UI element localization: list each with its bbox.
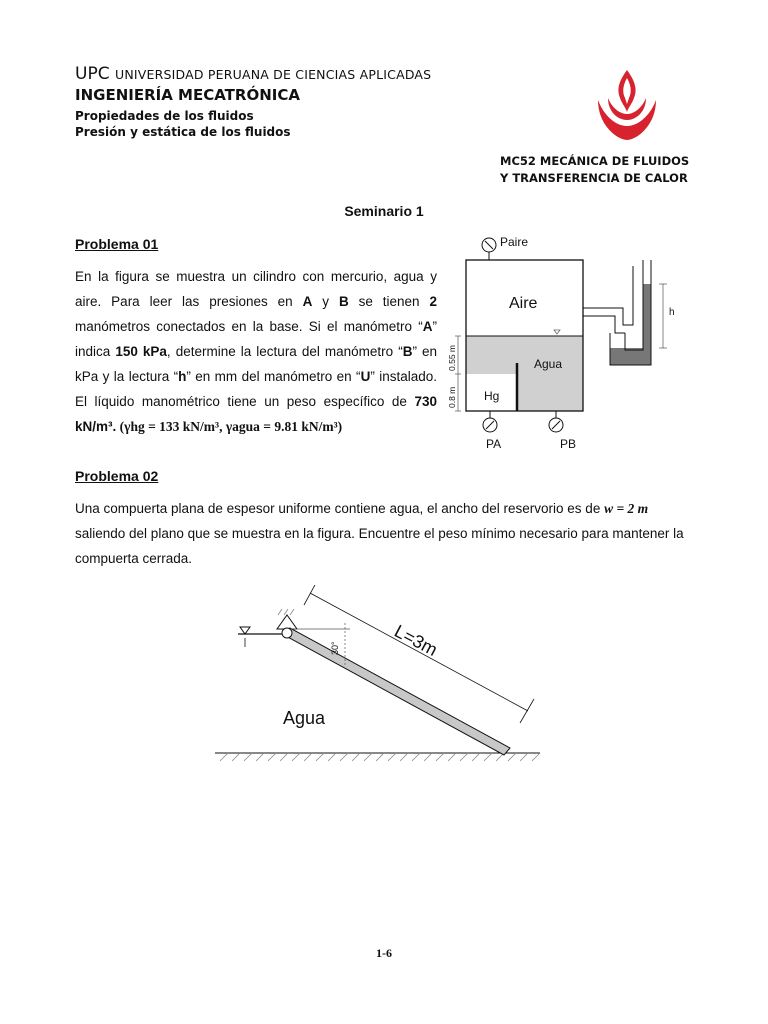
text-bold: B (402, 344, 413, 359)
text-bold: 2 (429, 294, 437, 309)
text-segment: ” indica (75, 319, 437, 359)
seminar-title: Seminario 1 (344, 203, 424, 219)
hg-label: Hg (484, 389, 500, 403)
topic-line-2: Presión y estática de los fluidos (75, 125, 291, 139)
university-header (75, 64, 431, 84)
text-segment: ” en kPa y la lectura “ (75, 344, 438, 384)
text-segment: manómetros conectados en la base. Si el manómetro “ (75, 319, 423, 334)
problem-2-title: Problema 02 (75, 468, 159, 484)
dim-055-label: 0.55 m (447, 345, 457, 371)
problem-2-text (75, 496, 690, 571)
pb-label: PB (560, 437, 577, 451)
course-line-2: Y TRANSFERENCIA DE CALOR (500, 171, 688, 185)
agua-label-fig1: Agua (534, 357, 563, 371)
text-bold: A (422, 319, 433, 334)
text-segment: En la figura se muestra un cilindro con mercurio, agua y aire. Para leer las presiones en (75, 269, 437, 309)
university-name: UNIVERSIDAD PERUANA DE CIENCIAS APLICADAS (114, 67, 432, 82)
text-bold: U (360, 369, 371, 384)
dim-08-label: 0.8 m (447, 386, 457, 408)
angle-label: 30° (330, 641, 340, 655)
h-dimension-label: h (669, 307, 675, 318)
text-bold: B (338, 294, 349, 309)
upc-acronym: UPC (75, 64, 110, 84)
text-bold: 150 kPa (115, 344, 167, 359)
topic-line-1: Propiedades de los fluidos (75, 109, 254, 123)
text-segment: ” instalado. El líquido manométrico tiene un peso específico de (75, 369, 437, 409)
problem-1-text (75, 264, 437, 439)
text-bold: 730 kN/m³. (75, 394, 437, 434)
department-title: INGENIERÍA MECATRÓNICA (75, 86, 300, 104)
text-segment: saliendo del plano que se muestra en la figura. Encuentre el peso mínimo necesario para mantener la compuerta cerrada. (75, 526, 684, 566)
aire-label: Aire (509, 295, 538, 312)
text-segment: , determine la lectura del manómetro “ (166, 344, 403, 359)
course-line-1: MC52 MECÁNICA DE FLUIDOS (500, 154, 690, 168)
pa-label: PA (486, 437, 502, 451)
inclined-gate-figure (210, 585, 545, 770)
p-aire-label: Paire (500, 235, 529, 249)
page-number: 1-6 (376, 946, 392, 960)
tank-manometer-figure (445, 230, 685, 458)
text-segment: se tienen (348, 294, 430, 309)
hinge-icon (282, 628, 292, 638)
width-formula: w = 2 m (604, 501, 649, 516)
text-segment: y (312, 294, 339, 309)
text-segment: ” en mm del manómetro en “ (186, 369, 361, 384)
text-segment: Una compuerta plana de espesor uniforme contiene agua, el ancho del reservorio es de (75, 501, 605, 516)
upc-logo-icon (592, 64, 662, 144)
text-bold: A (302, 294, 313, 309)
problem-1-title: Problema 01 (75, 236, 159, 252)
specific-weights-formula: (γhg = 133 kN/m³, γagua = 9.81 kN/m³) (116, 419, 343, 434)
agua-label-fig2: Agua (283, 708, 326, 728)
length-label: L=3m (391, 620, 441, 660)
text-bold: h (178, 369, 187, 384)
